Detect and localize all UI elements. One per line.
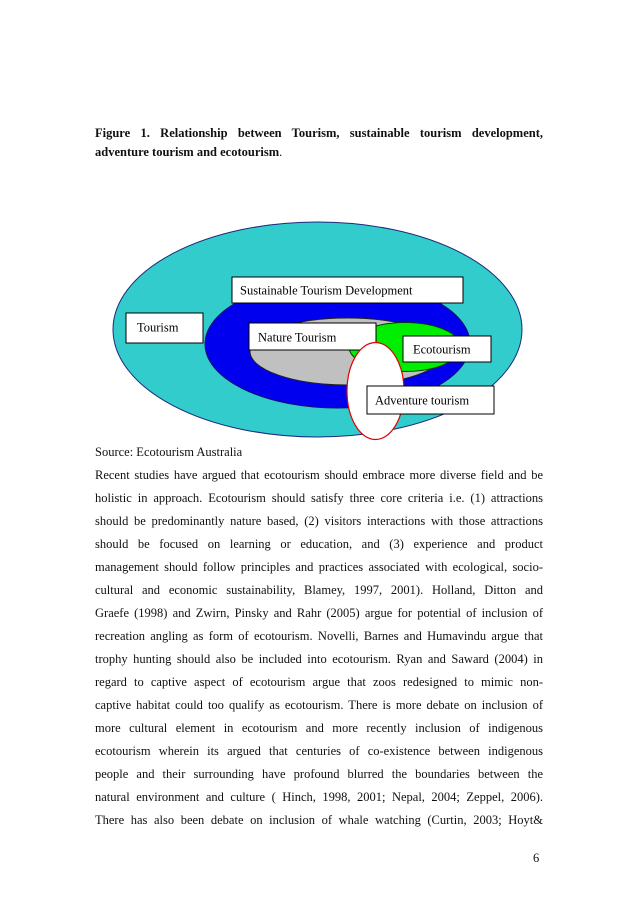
body-line: people and their surrounding have profound blurred the boundaries between the [95, 767, 543, 781]
ecotourism-label: Ecotourism [413, 342, 471, 357]
figure-caption [95, 124, 543, 162]
body-paragraph [95, 464, 543, 832]
body-line: management should follow principles and practices associated with ecological, socio- [95, 560, 543, 574]
body-line: ecotourism wherein its argued that centuries of co-existence between indigenous [95, 744, 543, 758]
figure-source: Source: Ecotourism Australia [95, 445, 243, 459]
body-line: Recent studies have argued that ecotourism should embrace more diverse field and be [95, 468, 543, 482]
body-line: trophy hunting should also be included into ecotourism. Ryan and Saward (2004) in [95, 652, 543, 666]
sustainable-tourism-development-label: Sustainable Tourism Development [240, 283, 413, 298]
body-line: holistic in approach. Ecotourism should satisfy three core criteria i.e. (1) attractions [95, 491, 543, 505]
adventure-tourism-label: Adventure tourism [375, 393, 470, 408]
body-line: should be focused on learning or education, and (3) experience and product [95, 537, 543, 551]
body-line: cultural and economic sustainability, Blamey, 1997, 2001). Holland, Ditton and [95, 583, 543, 597]
figure-caption-line-1: Figure 1. Relationship between Tourism, sustainable tourism development, [95, 126, 543, 140]
body-line: There has also been debate on inclusion of whale watching (Curtin, 2003; Hoyt& [95, 813, 543, 827]
figure-caption-line-2-text: adventure tourism and ecotourism [95, 145, 280, 159]
body-line: should be predominantly nature based, (2) visitors interactions with those attractions [95, 514, 543, 528]
body-line: recreation angling as form of ecotourism. Novelli, Barnes and Humavindu argue that [95, 629, 543, 643]
figure-caption-line-2 [95, 143, 543, 162]
tourism-relationship-diagram [100, 215, 530, 447]
body-line: more cultural element in ecotourism and more recently inclusion of indigenous [95, 721, 543, 735]
body-line: natural environment and culture ( Hinch, 1998, 2001; Nepal, 2004; Zeppel, 2006). [95, 790, 543, 804]
tourism-label: Tourism [137, 320, 179, 335]
body-line: captive habitat could too qualify as ecotourism. There is more debate on inclusion of [95, 698, 543, 712]
figure-caption-period: . [279, 145, 283, 159]
page-number: 6 [533, 851, 540, 865]
body-line: regard to captive aspect of ecotourism argue that zoos redesigned to mimic non- [95, 675, 543, 689]
body-line: Graefe (1998) and Zwirn, Pinsky and Rahr (2005) argue for potential of inclusion of [95, 606, 543, 620]
nature-tourism-label: Nature Tourism [258, 330, 337, 345]
